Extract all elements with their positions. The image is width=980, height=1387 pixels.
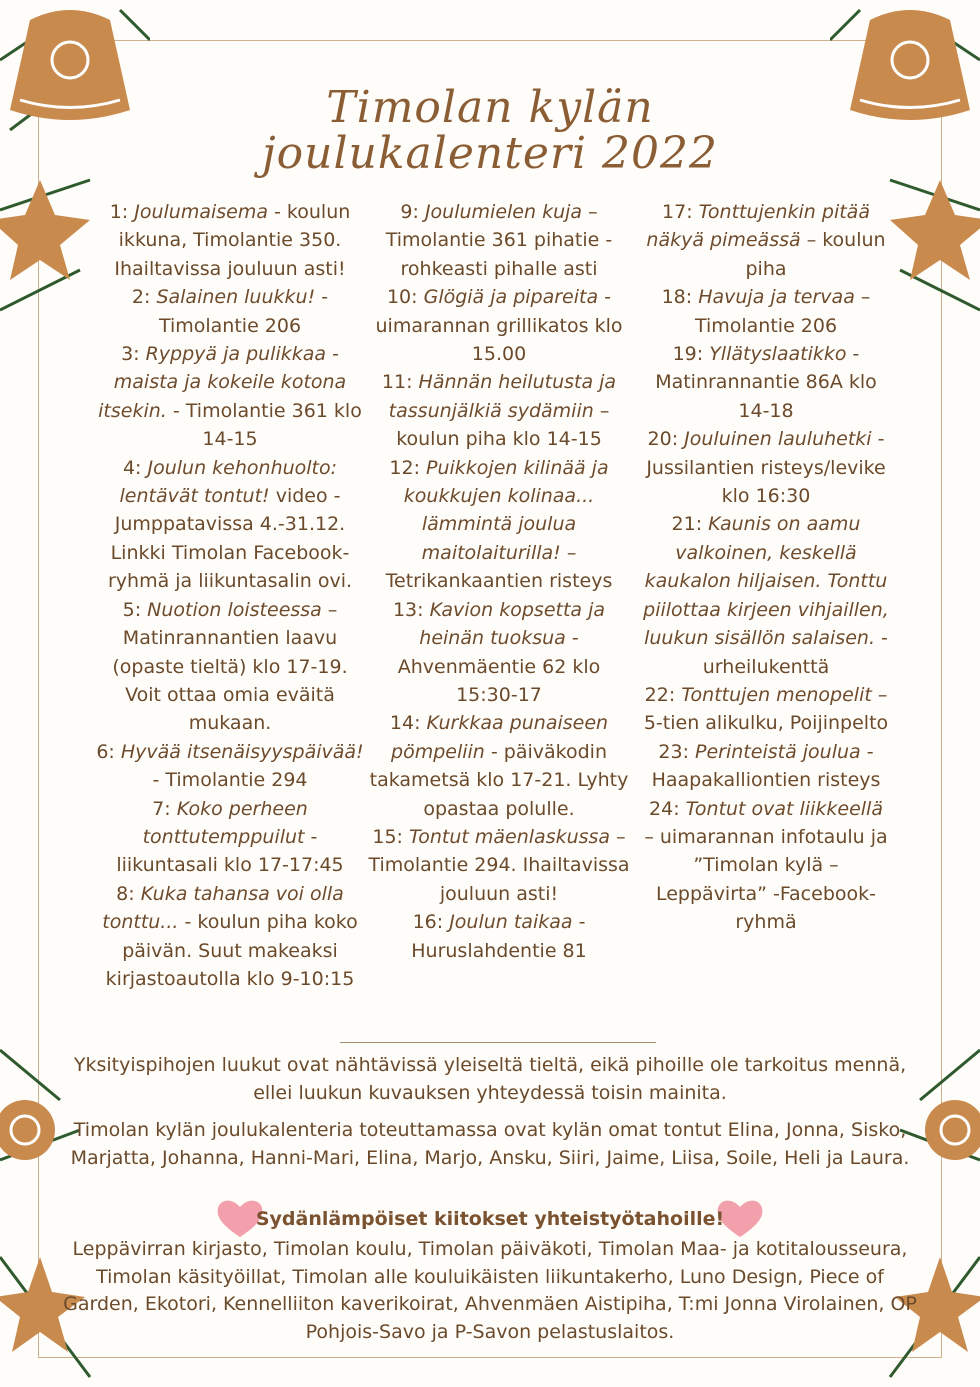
calendar-entry: 22: Tonttujen menopelit – 5-tien alikulku, Poijinpelto	[643, 683, 889, 735]
calendar-entry: 15: Tontut mäenlaskussa – Timolantie 294. Ihailtavissa jouluun asti!	[368, 825, 630, 905]
calendar-entry: 8: Kuka tahansa voi olla tonttu... - koulun piha koko päivän. Suut makeaksi kirjastoautolla klo 9-10:15	[102, 882, 358, 990]
title-line-2: joulukalenteri 2022	[261, 128, 718, 179]
organizers-text: Timolan kylän joulukalenteria toteuttamassa ovat kylän omat tontut Elina, Jonna, Sisko, Marjatta, Johanna, Hanni-Mari, Elina, Marjo, Ansku, Siiri, Jaime, Liisa, Soile, Heli ja Laura.	[70, 1119, 910, 1169]
partners-list: Leppävirran kirjasto, Timolan koulu, Timolan päiväkoti, Timolan Maa- ja kotitalousseura, Timolan käsityöillat, Timolan alle kouluikäisten liikuntakerho, Luno Design, Piece of Garden, Ekotori, Kennelliiton kaverikoirat, Ahvenmäen Aistipiha, T:mi Jonna Virolainen, OP Pohjois-Savo ja P-Savon pelastuslaitos.	[63, 1238, 917, 1343]
calendar-entry: 4: Joulun kehonhuolto: lentävät tontut! video - Jumppatavissa 4.-31.12. Linkki Timolan Facebook-ryhmä ja liikuntasalin ovi.	[107, 456, 353, 593]
calendar-entry: 3: Ryppyä ja pulikkaa - maista ja kokeile kotona itsekin. - Timolantie 361 klo 14-15	[98, 343, 362, 451]
calendar-entry: 5: Nuotion loisteessa – Matinrannantien laavu (opaste tieltä) klo 17-19. Voit ottaa omia eväitä mukaan.	[112, 598, 348, 735]
calendar-entry: 9: Joulumielen kuja – Timolantie 361 pihatie - rohkeasti pihalle asti	[385, 201, 613, 280]
calendar-entry: 7: Koko perheen tonttutemppuilut - liikuntasali klo 17-17:45	[116, 797, 344, 877]
calendar-column-2	[368, 198, 630, 965]
calendar-entry: 2: Salainen luukku! - Timolantie 206	[131, 286, 329, 337]
calendar-entry: 19: Yllätyslaatikko - Matinrannantie 86A klo 14-18	[655, 343, 877, 422]
calendar-entry: 1: Joulumaisema - koulun ikkuna, Timolantie 350. Ihailtavissa jouluun asti!	[109, 201, 351, 280]
calendar-entry: 13: Kavion kopsetta ja heinän tuoksua - Ahvenmäentie 62 klo 15:30-17	[392, 598, 606, 706]
calendar-column-1	[96, 198, 364, 993]
calendar-column-3	[642, 198, 890, 937]
title-line-1: Timolan kylän	[326, 82, 654, 133]
calendar-entry: 16: Joulun taikaa - Huruslahdentie 81	[411, 911, 587, 962]
calendar-entry: 6: Hyvää itsenäisyyspäivää! - Timolantie 294	[96, 740, 364, 792]
calendar-entry: 14: Kurkkaa punaiseen pömpeliin - päiväkodin takametsä klo 17-21. Lyhty opastaa polulle.	[369, 712, 629, 820]
divider	[340, 1042, 656, 1043]
calendar-entry: 21: Kaunis on aamu valkoinen, keskellä kaukalon hiljaisen. Tonttu piilottaa kirjeen vihjaillen, luukun sisällön salaisen. - urheilukenttä	[643, 513, 889, 678]
calendar-entry: 12: Puikkojen kilinää ja koukkujen kolinaa... lämmintä joulua maitolaiturilla! – Tetrikankaantien risteys	[385, 456, 613, 593]
private-yards-note: Yksityispihojen luukut ovat nähtävissä yleiseltä tieltä, eikä pihoille ole tarkoitus mennä, ellei luukun kuvauksen yhteydessä toisin mainita.	[73, 1054, 907, 1104]
calendar-entry: 24: Tontut ovat liikkeellä – uimarannan infotaulu ja ”Timolan kylä – Leppävirta” -Facebook-ryhmä	[644, 797, 888, 934]
calendar-entry: 20: Jouluinen lauluhetki - Jussilantien risteys/levike klo 16:30	[646, 428, 886, 508]
calendar-entry: 17: Tonttujenkin pitää näkyä pimeässä – koulun piha	[646, 201, 886, 280]
calendar-entry: 23: Perinteistä joulua - Haapakalliontien risteys	[651, 740, 881, 792]
calendar-entry: 10: Glögiä ja pipareita - uimarannan grillikatos klo 15.00	[375, 286, 623, 366]
calendar-entry: 11: Hännän heilutusta ja tassunjälkiä sydämiin – koulun piha klo 14-15	[381, 371, 617, 451]
thanks-heading: Sydänlämpöiset kiitokset yhteistyötahoille!	[255, 1208, 725, 1230]
calendar-entry: 18: Havuja ja tervaa – Timolantie 206	[661, 286, 871, 337]
